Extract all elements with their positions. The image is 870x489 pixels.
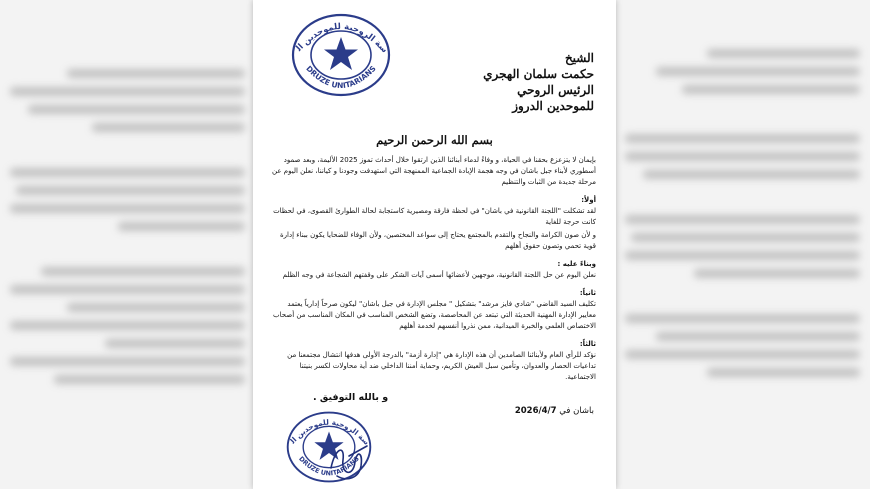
section-heading: ثالثاً:	[579, 340, 596, 348]
intro-paragraph: بإيمان لا يتزعزع بحقنا في الحياة، و وفاءً لدماء أبنائنا الذين ارتقوا خلال أحداث تموز 2025 الأليمة، وبعد صمود أسطوري لأبناء جبل باشان في وجه هجمة الإبادة الجماعية الممنهجة التي استهدفت وجودنا و كياننا، نعلن اليوم عن مرحلة جديدة من الثبات والتنظيم	[272, 156, 596, 186]
closing-phrase: و بالله التوفيق .	[313, 392, 389, 403]
letter-date	[515, 406, 594, 416]
seal-graphic	[289, 12, 393, 98]
section-paragraph: تكليف السيد القاضي "شادي فايز مرشد" بتشكيل " مجلس الإدارة في جبل باشان" ليكون صرحاً إدارياً يعتمد معايير الإدارة المهنية الحديثة التي تبتعد عن المحاصصة، وتضع الشخص المناسب في المكان المناسب من أصحاب الاختصاص العلمي والخبرة الميدانية، ممن نذروا أنفسهم لخدمة أهلهم	[273, 300, 596, 330]
header-title: الشيخ	[564, 51, 594, 65]
seal-bottom-text: DRUZE UNITARIANS	[304, 63, 378, 91]
header-role: الرئيس الروحي	[517, 83, 594, 97]
seal-bottom-text: DRUZE UNITARIANS	[297, 454, 361, 478]
date-value: 2026/4/7	[514, 406, 557, 416]
letter-header	[454, 50, 594, 114]
druze-unitarians-seal	[289, 12, 393, 98]
handwritten-signature	[323, 438, 373, 484]
blurred-background-left	[0, 0, 255, 489]
section-heading: وبناءً عليه :	[557, 260, 596, 268]
section-paragraph: و لأن صون الكرامة والنجاح والتقدم بالمجتمع يحتاج إلى سواعد المختصين، ولأن الوفاء للضحايا يكون ببناء إدارة قوية تحمي وتصون حقوق أهلهم	[280, 231, 596, 250]
letter-document	[253, 0, 616, 489]
header-community: للموحدين الدروز	[512, 99, 594, 113]
section-paragraph: لقد تشكلت "اللجنة القانونية في باشان" في لحظة فارقة ومصيرية كاستجابة لحالة الطوارئ القصوى، في لحظات كانت حرجة للغاية	[273, 207, 596, 226]
letter-body	[271, 155, 596, 390]
seal-arc-text: سة الروحية للموحدين ال	[288, 417, 372, 447]
seal-arc-text: سة الروحية للموحدين ال	[294, 21, 390, 56]
section-paragraph: نعلن اليوم عن حل اللجنة القانونية، موجهين لأعضائها أسمى آيات الشكر على وقفتهم الشجاعة في وجه الظلم	[282, 271, 596, 279]
date-place: باشان في	[559, 406, 594, 416]
section-heading: أولاً:	[581, 196, 596, 204]
section-paragraph: نؤكد للرأي العام ولأبنائنا الصامدين أن هذه الإدارة هي "إدارة أزمة" بالدرجة الأولى هدفها انتشال مجتمعنا من تداعيات الحصار والعدوان، وتأمين سبل العيش الكريم، وحماية أمننا الداخلي ضد أية محاولات لكسر بنيتنا الاجتماعية.	[287, 351, 596, 381]
header-name: حكمت سلمان الهجري	[483, 67, 594, 81]
basmala: بسم الله الرحمن الرحيم	[376, 133, 493, 147]
blurred-background-right	[615, 0, 870, 489]
section-heading: ثانياً:	[579, 289, 596, 297]
